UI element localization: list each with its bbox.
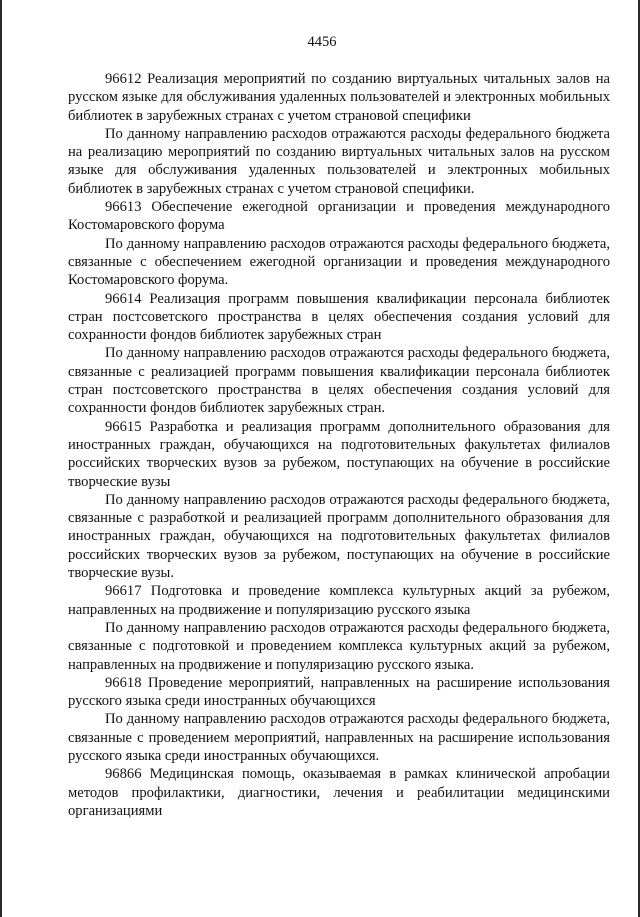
section-text-96612: По данному направлению расходов отражаются расходы федерального бюджета на реализацию мероприятий по созданию виртуальных читальных залов на русском языке для обслуживания удаленных пользователей и электронных мобильных библиотек в зарубежных странах с учетом страновой специфики.: [68, 125, 610, 197]
section-heading-96617: 96617 Подготовка и проведение комплекса культурных акций за рубежом, направленных на продвижение и популяризацию русского языка: [68, 583, 610, 618]
section-heading-96613: 96613 Обеспечение ежегодной организации и проведения международного Костомаровского форума: [68, 199, 610, 234]
section-text-96614: По данному направлению расходов отражаются расходы федерального бюджета, связанные с реализацией программ повышения квалификации персонала библиотек стран постсоветского пространства в целях обеспечения создания условий для сохранности фондов библиотек зарубежных стран.: [68, 345, 610, 417]
section-text-96613: По данному направлению расходов отражаются расходы федерального бюджета, связанные с обеспечением ежегодной организации и проведения международного Костомаровского форума.: [68, 235, 610, 289]
section-text-96615: По данному направлению расходов отражаются расходы федерального бюджета, связанные с разработкой и реализацией программ дополнительного образования для иностранных граждан, обучающихся на подготовительных факультетах филиалов российских творческих вузов за рубежом, поступающих на обучение в российские творческие вузы.: [68, 491, 610, 582]
section-text-96617: По данному направлению расходов отражаются расходы федерального бюджета, связанные с подготовкой и проведением комплекса культурных акций за рубежом, направленных на продвижение и популяризацию русского языка.: [68, 619, 610, 673]
document-body: [68, 70, 610, 820]
section-heading-96612: 96612 Реализация мероприятий по созданию виртуальных читальных залов на русском языке для обслуживания удаленных пользователей и электронных мобильных библиотек в зарубежных странах с учетом страновой специфики: [68, 71, 610, 124]
section-heading-96618: 96618 Проведение мероприятий, направленных на расширение использования русского языка среди иностранных обучающихся: [68, 674, 610, 710]
section-heading-96614: 96614 Реализация программ повышения квалификации персонала библиотек стран постсоветского пространства в целях обеспечения создания условий для сохранности фондов библиотек зарубежных стран: [68, 290, 610, 344]
section-heading-96866: 96866 Медицинская помощь, оказываемая в рамках клинической апробации методов профилактики, диагностики, лечения и реабилитации медицинскими организациями: [68, 766, 610, 819]
section-text-96618: По данному направлению расходов отражаются расходы федерального бюджета, связанные с проведением мероприятий, направленных на расширение использования русского языка среди иностранных обучающихся.: [68, 711, 610, 764]
page-number: 4456: [307, 34, 337, 50]
section-heading-96615: 96615 Разработка и реализация программ дополнительного образования для иностранных граждан, обучающихся на подготовительных факультетах филиалов российских творческих вузов за рубежом, поступающих на обучение в российские творческие вузы: [68, 418, 610, 490]
